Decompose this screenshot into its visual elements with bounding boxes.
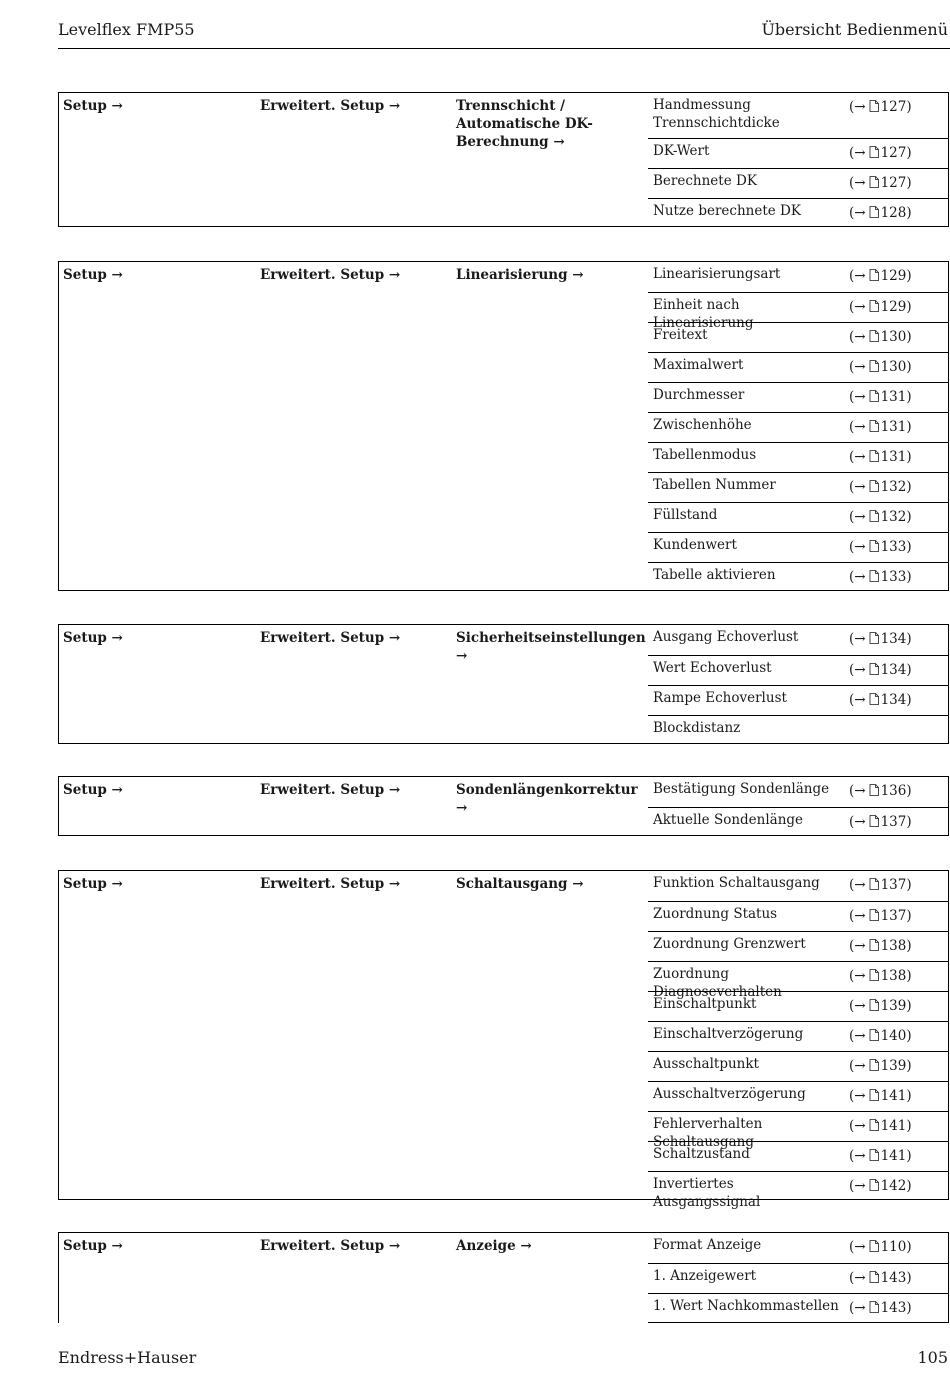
- page-reference[interactable]: (→ 130): [849, 329, 912, 345]
- parameter-name: Handmessung Trennschichtdicke: [653, 97, 780, 131]
- parameter-list: [648, 625, 949, 745]
- page-reference-number: 132: [880, 479, 907, 495]
- page-icon: [869, 815, 879, 827]
- page-icon: [869, 510, 879, 522]
- page-reference[interactable]: (→ 141): [849, 1118, 912, 1134]
- page-reference-number: 143: [880, 1270, 907, 1286]
- page-reference-number: 137: [880, 877, 907, 893]
- parameter-list: [648, 262, 949, 592]
- page-reference[interactable]: (→ 110): [849, 1239, 912, 1255]
- page-icon: [869, 693, 879, 705]
- parameter-name: Füllstand: [653, 507, 718, 523]
- document-title: Levelflex FMP55: [58, 20, 195, 39]
- parameter-row: [648, 685, 949, 715]
- parameter-name: Wert Echoverlust: [653, 660, 772, 676]
- page-reference[interactable]: (→ 127): [849, 99, 912, 115]
- page-reference-number: 138: [880, 938, 907, 954]
- page-reference-number: 141: [880, 1118, 907, 1134]
- parameter-row: [648, 93, 949, 138]
- parameter-name: 1. Anzeigewert: [653, 1268, 757, 1284]
- page-reference[interactable]: (→ 141): [849, 1088, 912, 1104]
- parameter-row: [648, 352, 949, 382]
- page-icon: [869, 1301, 879, 1313]
- page-reference[interactable]: (→ 131): [849, 389, 912, 405]
- parameter-row: [648, 262, 949, 292]
- parameter-row: [648, 322, 949, 352]
- page-reference-number: 127: [880, 175, 907, 191]
- page-icon: [869, 1089, 879, 1101]
- parameter-name: Tabellen Nummer: [653, 477, 776, 493]
- page-reference-number: 127: [880, 145, 907, 161]
- parameter-row: [648, 138, 949, 168]
- menu-path-level-1: Setup →: [63, 267, 123, 283]
- menu-path-level-2: Erweitert. Setup →: [260, 267, 401, 283]
- parameter-row: [648, 1021, 949, 1051]
- page-reference-number: 129: [880, 299, 907, 315]
- page-reference-number: 131: [880, 389, 907, 405]
- page-reference[interactable]: (→ 134): [849, 631, 912, 647]
- menu-path-level-3: Trennschicht / Automatische DK-Berechnung →: [456, 98, 593, 150]
- page-reference[interactable]: (→ 139): [849, 998, 912, 1014]
- menu-path-level-2: Erweitert. Setup →: [260, 876, 401, 892]
- parameter-name: Linearisierungsart: [653, 266, 781, 282]
- parameter-row: [648, 1171, 949, 1210]
- parameter-name: Zwischenhöhe: [653, 417, 752, 433]
- parameter-name: Nutze berechnete DK: [653, 203, 801, 219]
- page-icon: [869, 176, 879, 188]
- page-icon: [869, 1059, 879, 1071]
- page-reference-number: 137: [880, 908, 907, 924]
- menu-path-level-2: Erweitert. Setup →: [260, 1238, 401, 1254]
- page-reference-number: 129: [880, 268, 907, 284]
- parameter-name: Zuordnung Grenzwert: [653, 936, 806, 952]
- parameter-name: Format Anzeige: [653, 1237, 762, 1253]
- menu-path-level-3: Schaltausgang →: [456, 876, 584, 892]
- page-reference[interactable]: (→ 131): [849, 449, 912, 465]
- parameter-row: [648, 931, 949, 961]
- page-reference-number: 139: [880, 1058, 907, 1074]
- page-icon: [869, 632, 879, 644]
- page-icon: [869, 1029, 879, 1041]
- page-reference-number: 131: [880, 419, 907, 435]
- page-reference-number: 138: [880, 968, 907, 984]
- parameter-name: Durchmesser: [653, 387, 745, 403]
- menu-path-level-3: Anzeige →: [456, 1238, 532, 1254]
- parameter-row: [648, 168, 949, 198]
- page-icon: [869, 1240, 879, 1252]
- parameter-name: Maximalwert: [653, 357, 744, 373]
- parameter-name: Tabellenmodus: [653, 447, 757, 463]
- page-reference[interactable]: (→ 128): [849, 205, 912, 221]
- parameter-row: [648, 1141, 949, 1171]
- page-icon: [869, 1271, 879, 1283]
- page-reference-number: 132: [880, 509, 907, 525]
- parameter-name: Bestätigung Sondenlänge: [653, 781, 830, 797]
- parameter-list: [648, 1233, 949, 1323]
- parameter-list: [648, 777, 949, 837]
- page-icon: [869, 100, 879, 112]
- parameter-row: [648, 1111, 949, 1150]
- page-reference[interactable]: (→ 137): [849, 814, 912, 830]
- menu-block: [58, 92, 949, 227]
- page-reference-number: 134: [880, 631, 907, 647]
- page-icon: [869, 878, 879, 890]
- page-icon: [869, 663, 879, 675]
- parameter-name: Berechnete DK: [653, 173, 757, 189]
- page-reference[interactable]: (→ 142): [849, 1178, 912, 1194]
- parameter-row: [648, 807, 949, 837]
- page-icon: [869, 146, 879, 158]
- parameter-row: [648, 777, 949, 807]
- page-icon: [869, 939, 879, 951]
- page-reference-number: 134: [880, 662, 907, 678]
- page-icon: [869, 450, 879, 462]
- parameter-name: Rampe Echoverlust: [653, 690, 787, 706]
- menu-path-level-1: Setup →: [63, 876, 123, 892]
- parameter-name: Freitext: [653, 327, 708, 343]
- parameter-row: [648, 1293, 949, 1323]
- page-icon: [869, 570, 879, 582]
- page-reference[interactable]: (→ 127): [849, 145, 912, 161]
- page-reference[interactable]: (→ 130): [849, 359, 912, 375]
- parameter-row: [648, 502, 949, 532]
- page-reference[interactable]: (→ 143): [849, 1270, 912, 1286]
- menu-path-level-3: Sicherheitseinstellungen →: [456, 630, 646, 664]
- menu-block: [58, 1232, 949, 1323]
- parameter-name: DK-Wert: [653, 143, 710, 159]
- parameter-name: Ausgang Echoverlust: [653, 629, 799, 645]
- menu-block: [58, 261, 949, 591]
- parameter-row: [648, 562, 949, 592]
- parameter-row: [648, 871, 949, 901]
- menu-path-level-1: Setup →: [63, 98, 123, 114]
- page-icon: [869, 1179, 879, 1191]
- parameter-row: [648, 625, 949, 655]
- parameter-name: Invertiertes Ausgangssignal: [653, 1176, 761, 1210]
- page-reference-number: 133: [880, 569, 907, 585]
- page-reference[interactable]: (→ 133): [849, 569, 912, 585]
- page-reference-number: 143: [880, 1300, 907, 1316]
- page-icon: [869, 784, 879, 796]
- page-reference[interactable]: (→ 140): [849, 1028, 912, 1044]
- page-reference-number: 140: [880, 1028, 907, 1044]
- page-reference[interactable]: (→ 138): [849, 968, 912, 984]
- parameter-name: Zuordnung Status: [653, 906, 778, 922]
- parameter-name: Kundenwert: [653, 537, 737, 553]
- page-reference[interactable]: (→ 131): [849, 419, 912, 435]
- page-reference-number: 130: [880, 329, 907, 345]
- parameter-name: Schaltzustand: [653, 1146, 750, 1162]
- parameter-name: Blockdistanz: [653, 720, 741, 736]
- page-reference-number: 141: [880, 1148, 907, 1164]
- page-reference[interactable]: (→ 138): [849, 938, 912, 954]
- parameter-row: [648, 901, 949, 931]
- section-title: Übersicht Bedienmenü: [761, 20, 948, 39]
- parameter-list: [648, 93, 949, 228]
- page-number: 105: [917, 1348, 948, 1367]
- parameter-row: [648, 442, 949, 472]
- page-reference-number: 136: [880, 783, 907, 799]
- parameter-name: Fehlerverhalten Schaltausgang: [653, 1116, 763, 1150]
- parameter-name: Aktuelle Sondenlänge: [653, 812, 804, 828]
- parameter-row: [648, 1233, 949, 1263]
- menu-block: [58, 870, 949, 1210]
- page-icon: [869, 360, 879, 372]
- parameter-row: [648, 655, 949, 685]
- page-reference-number: 137: [880, 814, 907, 830]
- parameter-row: [648, 198, 949, 228]
- page-reference-number: 128: [880, 205, 907, 221]
- parameter-name: Zuordnung Diagnoseverhalten: [653, 966, 782, 1000]
- page-reference-number: 134: [880, 692, 907, 708]
- page-reference[interactable]: (→ 141): [849, 1148, 912, 1164]
- parameter-row: [648, 1263, 949, 1293]
- page-icon: [869, 480, 879, 492]
- parameter-name: Tabelle aktivieren: [653, 567, 776, 583]
- menu-path-level-1: Setup →: [63, 630, 123, 646]
- page-reference[interactable]: (→ 132): [849, 479, 912, 495]
- page-reference-number: 142: [880, 1178, 907, 1194]
- page-reference[interactable]: (→ 127): [849, 175, 912, 191]
- page-icon: [869, 300, 879, 312]
- parameter-row: [648, 1081, 949, 1111]
- parameter-list: [648, 871, 949, 1210]
- page-icon: [869, 909, 879, 921]
- page-icon: [869, 330, 879, 342]
- page-reference-number: 110: [880, 1239, 907, 1255]
- menu-path-level-3: Linearisierung →: [456, 267, 584, 283]
- parameter-name: Einheit nach Linearisierung: [653, 297, 754, 331]
- menu-path-level-3: Sondenlängenkorrektur →: [456, 782, 638, 816]
- page-reference-number: 141: [880, 1088, 907, 1104]
- parameter-name: Ausschaltverzögerung: [653, 1086, 806, 1102]
- page-reference[interactable]: (→ 137): [849, 877, 912, 893]
- page-reference-number: 139: [880, 998, 907, 1014]
- parameter-row: [648, 292, 949, 331]
- page-reference-number: 133: [880, 539, 907, 555]
- page-icon: [869, 269, 879, 281]
- page-reference[interactable]: (→ 134): [849, 692, 912, 708]
- page-reference[interactable]: (→ 134): [849, 662, 912, 678]
- page-reference[interactable]: (→ 137): [849, 908, 912, 924]
- menu-path-level-2: Erweitert. Setup →: [260, 98, 401, 114]
- parameter-row: [648, 472, 949, 502]
- page-reference[interactable]: (→ 133): [849, 539, 912, 555]
- menu-block: [58, 624, 949, 744]
- parameter-name: Ausschaltpunkt: [653, 1056, 759, 1072]
- page-reference[interactable]: (→ 129): [849, 299, 912, 315]
- page-reference-number: 127: [880, 99, 907, 115]
- page-icon: [869, 969, 879, 981]
- page-icon: [869, 1149, 879, 1161]
- parameter-name: Einschaltpunkt: [653, 996, 757, 1012]
- menu-path-level-1: Setup →: [63, 782, 123, 798]
- parameter-row: [648, 382, 949, 412]
- parameter-row: [648, 715, 949, 745]
- menu-path-level-2: Erweitert. Setup →: [260, 782, 401, 798]
- menu-block: [58, 776, 949, 836]
- footer-brand: Endress+Hauser: [58, 1348, 197, 1367]
- parameter-row: [648, 532, 949, 562]
- parameter-name: Einschaltverzögerung: [653, 1026, 804, 1042]
- page-reference[interactable]: (→ 143): [849, 1300, 912, 1316]
- page-reference[interactable]: (→ 136): [849, 783, 912, 799]
- page-reference-number: 130: [880, 359, 907, 375]
- page-reference[interactable]: (→ 129): [849, 268, 912, 284]
- parameter-name: 1. Wert Nachkommastellen: [653, 1298, 839, 1314]
- menu-path-level-2: Erweitert. Setup →: [260, 630, 401, 646]
- header-divider: [58, 48, 950, 49]
- page-icon: [869, 999, 879, 1011]
- parameter-row: [648, 991, 949, 1021]
- page-reference[interactable]: (→ 139): [849, 1058, 912, 1074]
- page-icon: [869, 390, 879, 402]
- page-reference-number: 131: [880, 449, 907, 465]
- parameter-row: [648, 961, 949, 1000]
- parameter-name: Funktion Schaltausgang: [653, 875, 820, 891]
- page-reference[interactable]: (→ 132): [849, 509, 912, 525]
- parameter-row: [648, 412, 949, 442]
- page-icon: [869, 1119, 879, 1131]
- page-icon: [869, 206, 879, 218]
- parameter-row: [648, 1051, 949, 1081]
- page-icon: [869, 420, 879, 432]
- menu-path-level-1: Setup →: [63, 1238, 123, 1254]
- page-icon: [869, 540, 879, 552]
